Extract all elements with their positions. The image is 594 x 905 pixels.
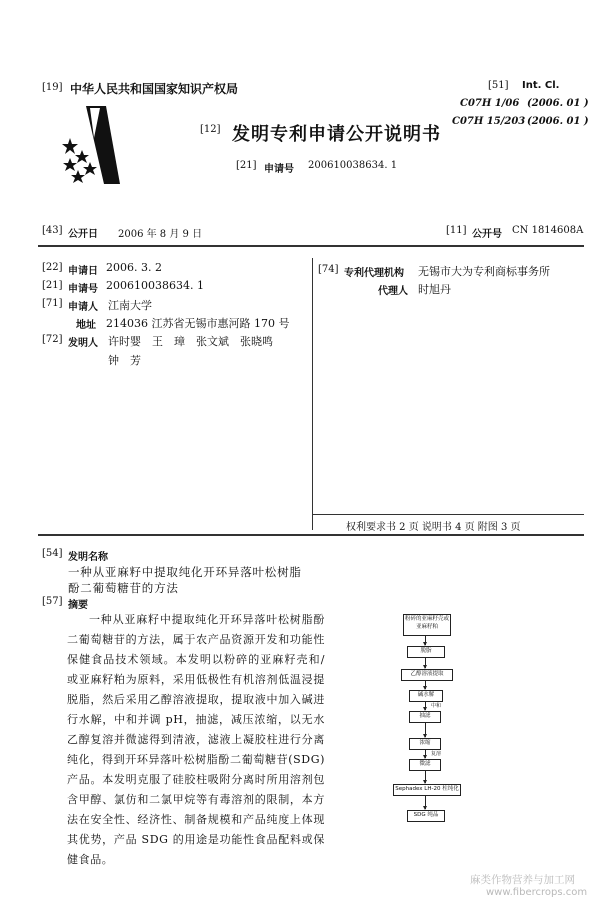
watermark-url: www.fibercrops.com	[486, 887, 588, 898]
flow-arrow	[425, 722, 426, 737]
column-divider	[312, 258, 313, 530]
code-54: [54]	[42, 548, 63, 559]
inventors-line-2: 钟 芳	[108, 354, 141, 367]
watermark-site-name: 麻类作物营养与加工网	[470, 874, 575, 886]
flow-arrow	[425, 680, 426, 689]
page-info-line	[312, 514, 584, 515]
flow-step-suction-filtration: 抽滤	[409, 711, 441, 723]
int-cl-label: Int. Cl.	[522, 80, 560, 91]
flow-step-raw-material	[403, 614, 451, 636]
abstract-text	[67, 610, 325, 870]
pub-date-label: 公开日	[68, 229, 98, 240]
code-21: [21]	[42, 280, 63, 291]
flow-step-sdg-product: SDG 纯品	[407, 810, 445, 822]
process-flowchart	[395, 614, 495, 834]
ipc-date-2: (2006. 01 )	[527, 116, 589, 127]
flow-step-microfiltration: 微滤	[409, 759, 441, 771]
code-57: [57]	[42, 596, 63, 607]
divider-middle	[38, 534, 584, 536]
app-no: 200610038634. 1	[106, 279, 204, 292]
abstract-label: 摘要	[68, 600, 88, 611]
applicant: 江南大学	[108, 299, 152, 312]
flow-step-degrease: 脱脂	[407, 646, 445, 658]
agency: 无锡市大为专利商标事务所	[418, 265, 550, 278]
agent: 时旭丹	[418, 283, 451, 296]
address-label: 地址	[76, 320, 96, 331]
flow-arrow	[425, 770, 426, 783]
pub-date: 2006 年 8 月 9 日	[118, 229, 203, 240]
code-11: [11]	[446, 225, 467, 236]
app-no-label-header: 申请号	[264, 164, 294, 175]
agent-label: 代理人	[378, 286, 408, 297]
flow-arrow	[425, 701, 426, 710]
ipc-date-1: (2006. 01 )	[527, 98, 589, 109]
flow-step-raw-material-line-2: 亚麻籽粕	[415, 624, 438, 630]
flow-step-ethanol-extraction: 乙醇溶液提取	[401, 669, 453, 681]
document-type-title: 发明专利申请公开说明书	[232, 124, 441, 145]
pub-no-label: 公开号	[472, 229, 502, 240]
code-74: [74]	[318, 264, 339, 275]
filing-date: 2006. 3. 2	[106, 261, 162, 274]
flow-arrow	[425, 795, 426, 809]
abstract-body: 一种从亚麻籽中提取纯化开环异落叶松树脂酚二葡萄糖苷的方法，属于农产品资源开发和功能性保健食品技术领域。本发明以粉碎的亚麻籽壳和/或亚麻籽粕为原料，采用低极性有机溶剂低温浸提脱脂，然后采用乙醇溶液提取，提取液中加入碱进行水解，中和并调 pH，抽滤，减压浓缩，以无水乙醇复溶并微滤得到清液，滤液上凝胶柱进行分离纯化，得到开环异落叶松树脂酚二葡萄糖苷(SDG)产品。本发明克服了硅胶柱吸附分离时所用溶剂包含甲醇、氯仿和二氯甲烷等有毒溶剂的限制，本方法在安全性、经济性、制备规模和产品纯度上体现其优势，产品 SDG 的用途是功能性食品配料或保健食品。	[67, 613, 325, 866]
code-21-header: [21]	[236, 160, 257, 171]
code-71: [71]	[42, 298, 63, 309]
inventor-label: 发明人	[68, 338, 98, 349]
flow-step-sephadex-purification: Sephadex LH-20 柱纯化	[393, 784, 461, 796]
pub-no: CN 1814608A	[512, 225, 584, 236]
code-72: [72]	[42, 334, 63, 345]
code-12: [12]	[200, 124, 221, 135]
ipc-code-2: C07H 15/203	[452, 116, 526, 127]
app-no-label: 申请号	[68, 284, 98, 295]
flow-arrow	[425, 749, 426, 758]
flow-step-concentration: 浓缩	[409, 738, 441, 750]
invention-title-line-2: 酚二葡萄糖苷的方法	[68, 581, 179, 595]
inventors-line-1: 许时婴 王 璋 张文斌 张晓鸣	[108, 335, 273, 348]
flow-arrow	[425, 635, 426, 645]
code-22: [22]	[42, 262, 63, 273]
flow-step-raw-material-line-1: 粉碎的亚麻籽壳或	[404, 616, 449, 622]
app-no-header: 200610038634. 1	[308, 160, 398, 171]
sipo-emblem	[60, 98, 128, 188]
filing-date-label: 申请日	[68, 266, 98, 277]
page-info: 权利要求书 2 页 说明书 4 页 附图 3 页	[346, 522, 521, 533]
flow-note-redissolve: 复溶	[431, 751, 442, 757]
flow-step-alkaline-hydrolysis: 碱水解	[409, 690, 443, 702]
invention-title-line-1: 一种从亚麻籽中提取纯化开环异落叶松树脂	[68, 565, 302, 579]
flow-arrow	[425, 657, 426, 668]
flow-note-neutralize: 中和	[431, 703, 442, 709]
ipc-code-1: C07H 1/06	[460, 98, 520, 109]
code-51: [51]	[488, 80, 509, 91]
divider-top	[38, 245, 584, 247]
invention-title-label: 发明名称	[68, 552, 108, 563]
agency-label: 专利代理机构	[344, 268, 404, 279]
office-name: 中华人民共和国国家知识产权局	[70, 82, 239, 96]
code-19: [19]	[42, 82, 63, 93]
code-43: [43]	[42, 225, 63, 236]
address: 214036 江苏省无锡市惠河路 170 号	[106, 317, 290, 330]
applicant-label: 申请人	[68, 302, 98, 313]
